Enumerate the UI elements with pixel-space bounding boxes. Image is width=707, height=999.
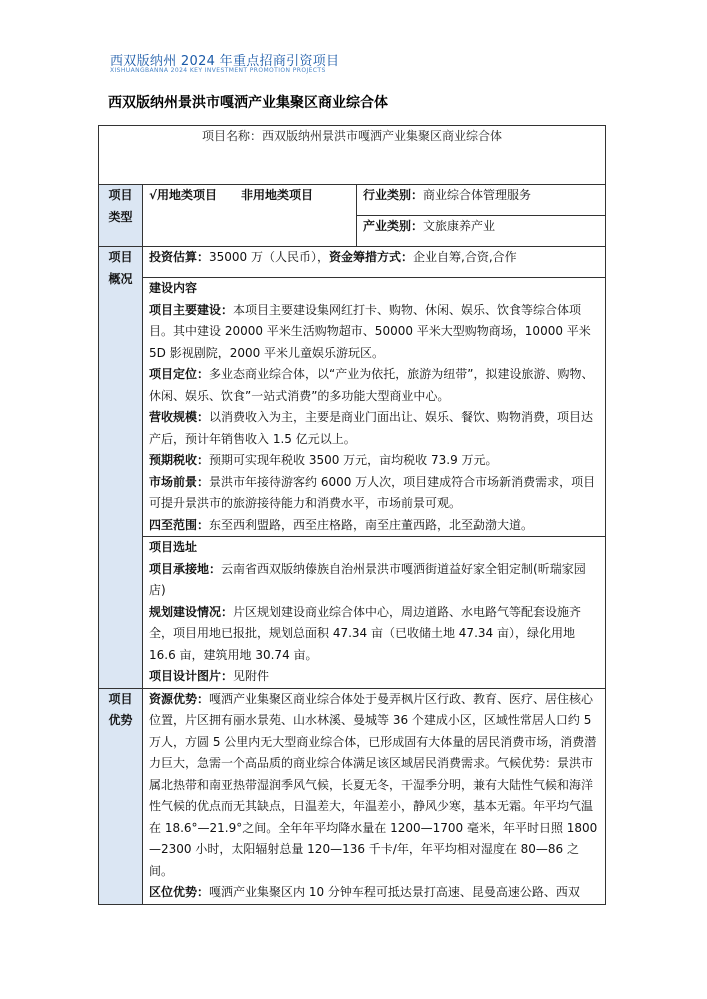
main-build-text: 本项目主要建设集网红打卡、购物、休闲、娱乐、饮食等综合体项目。其中建设 20000 平米生活购物超市、50000 平米大型购物商场，10000 平米 5D 影视剧院，2000 平米儿童娱乐游玩区。 [149, 302, 591, 360]
positioning-text: 多业态商业综合体，以“产业为依托，旅游为纽带”，拟建设旅游、购物、休闲、娱乐、饮食”一站式消费”的多功能大型商业中心。 [149, 367, 594, 403]
advantage-section-label: 项目优势 [99, 688, 143, 904]
financing-label: 资金筹措方式： [329, 250, 414, 264]
positioning [149, 364, 599, 407]
advantage-row [99, 688, 606, 904]
project-name-cell [99, 126, 606, 185]
site-heading: 项目选址 [149, 540, 198, 554]
revenue-label: 营收规模： [149, 410, 210, 424]
industry-type-label: 产业类别： [363, 219, 424, 233]
market-text: 景洪市年接待游客约 6000 万人次，项目建成符合市场新消费需求，项目可提升景洪市的旅游接待能力和消费水平，市场前景可观。 [149, 474, 596, 510]
boundary-text: 东至西利盟路，西至庄格路，南至庄董西路，北至勐渤大道。 [209, 517, 534, 532]
site-text: 云南省西双版纳傣族自治州景洪市嘎洒街道益好家全钼定制(昕瑞家园店) [149, 561, 586, 597]
resource [149, 689, 599, 883]
revenue [149, 407, 599, 450]
industry-category-value: 商业综合体管理服务 [423, 188, 532, 202]
construction-row [99, 278, 606, 537]
planning-label: 规划建设情况： [149, 604, 234, 619]
industry-type [357, 216, 606, 247]
positioning-label: 项目定位： [149, 367, 210, 381]
project-name-row [99, 126, 606, 185]
tax [149, 450, 599, 472]
type-section-label: 项目类型 [99, 185, 143, 247]
land-type: √用地类项目 非用地类项目 [143, 185, 357, 247]
site-cell [143, 537, 606, 689]
type-row-1 [99, 185, 606, 216]
location-text: 嘎洒产业集聚区内 10 分钟车程可抵达景打高速、昆曼高速公路、西双 [209, 885, 580, 899]
header-subtitle: XISHUANGBANNA 2024 KEY INVESTMENT PROMOTION PROJECTS [110, 67, 326, 74]
document-title: 西双版纳州景洪市嘎洒产业集聚区商业综合体 [108, 95, 388, 111]
design-label: 项目设计图片： [149, 669, 234, 683]
overview-section-label: 项目概况 [99, 247, 143, 689]
investment-label: 投资估算： [149, 250, 210, 264]
planning [149, 602, 599, 667]
design [149, 666, 599, 688]
project-name-value: 西双版纳州景洪市嘎洒产业集聚区商业综合体 [262, 129, 503, 143]
main-build [149, 300, 599, 365]
tax-label: 预期税收： [149, 453, 210, 467]
boundary [149, 515, 599, 537]
revenue-text: 以消费收入为主，主要是商业门面出让、娱乐、餐饮、购物消费，项目达产后，预计年销售收入 1.5 亿元以上。 [149, 410, 594, 446]
project-table [98, 125, 606, 905]
market-label: 市场前景： [149, 474, 210, 489]
boundary-label: 四至范围： [149, 517, 210, 532]
construction-heading: 建设内容 [149, 281, 198, 295]
construction-cell [143, 278, 606, 537]
resource-text: 嘎洒产业集聚区商业综合体处于曼弄枫片区行政、教育、医疗、居住核心位置，片区拥有丽水景苑、山水林溪、曼城等 36 个建成小区，区域性常居人口约 5 万人，方圆 5 公里内无大型商业综合体，已形成固有大体量的居民消费市场，消费潜力巨大，急需一个高品质的商业综合体满足该区域居民消费需求。气候优势：景洪市属北热带和南亚热带湿润季风气候，长夏无冬，干湿季分明，兼有大陆性气候和海洋性气候的优点而无其缺点，日温差大，年温差小，静风少寒，基本无霜。年平均气温在 18.6°—21.9°之间。全年年平均降水量在 1200—1700 毫米，年平时日照 1800—2300 小时，太阳辐射总量 120—136 千卡/年，年平均相对湿度在 80—86 之间。 [149, 691, 598, 878]
design-text: 见附件 [233, 669, 270, 683]
location [149, 882, 599, 904]
site-label: 项目承接地： [149, 561, 222, 576]
advantage-cell [143, 688, 606, 904]
main-build-label: 项目主要建设： [149, 302, 234, 317]
industry-category [357, 185, 606, 216]
resource-label: 资源优势： [149, 691, 210, 706]
financing-value: 企业自筹,合资,合作 [413, 250, 517, 264]
investment-value: 35000 万（人民币）， [209, 250, 330, 264]
site-row [99, 537, 606, 689]
industry-category-label: 行业类别： [363, 188, 424, 202]
industry-type-value: 文旅康养产业 [423, 219, 496, 233]
tax-text: 预期可实现年税收 3500 万元，亩均税收 73.9 万元。 [209, 453, 498, 467]
market [149, 472, 599, 515]
investment-row [99, 247, 606, 278]
site [149, 559, 599, 602]
investment-cell [143, 247, 606, 278]
project-name-label: 项目名称： [201, 129, 262, 143]
header-title: 西双版纳州 2024 年重点招商引资项目 [110, 54, 340, 69]
location-label: 区位优势： [149, 885, 210, 899]
planning-text: 片区规划建设商业综合体中心，周边道路、水电路气等配套设施齐全，项目用地已报批，规划总面积 47.34 亩（已收储土地 47.34 亩），绿化用地 16.6 亩，建筑用地 30.74 亩。 [149, 604, 582, 662]
